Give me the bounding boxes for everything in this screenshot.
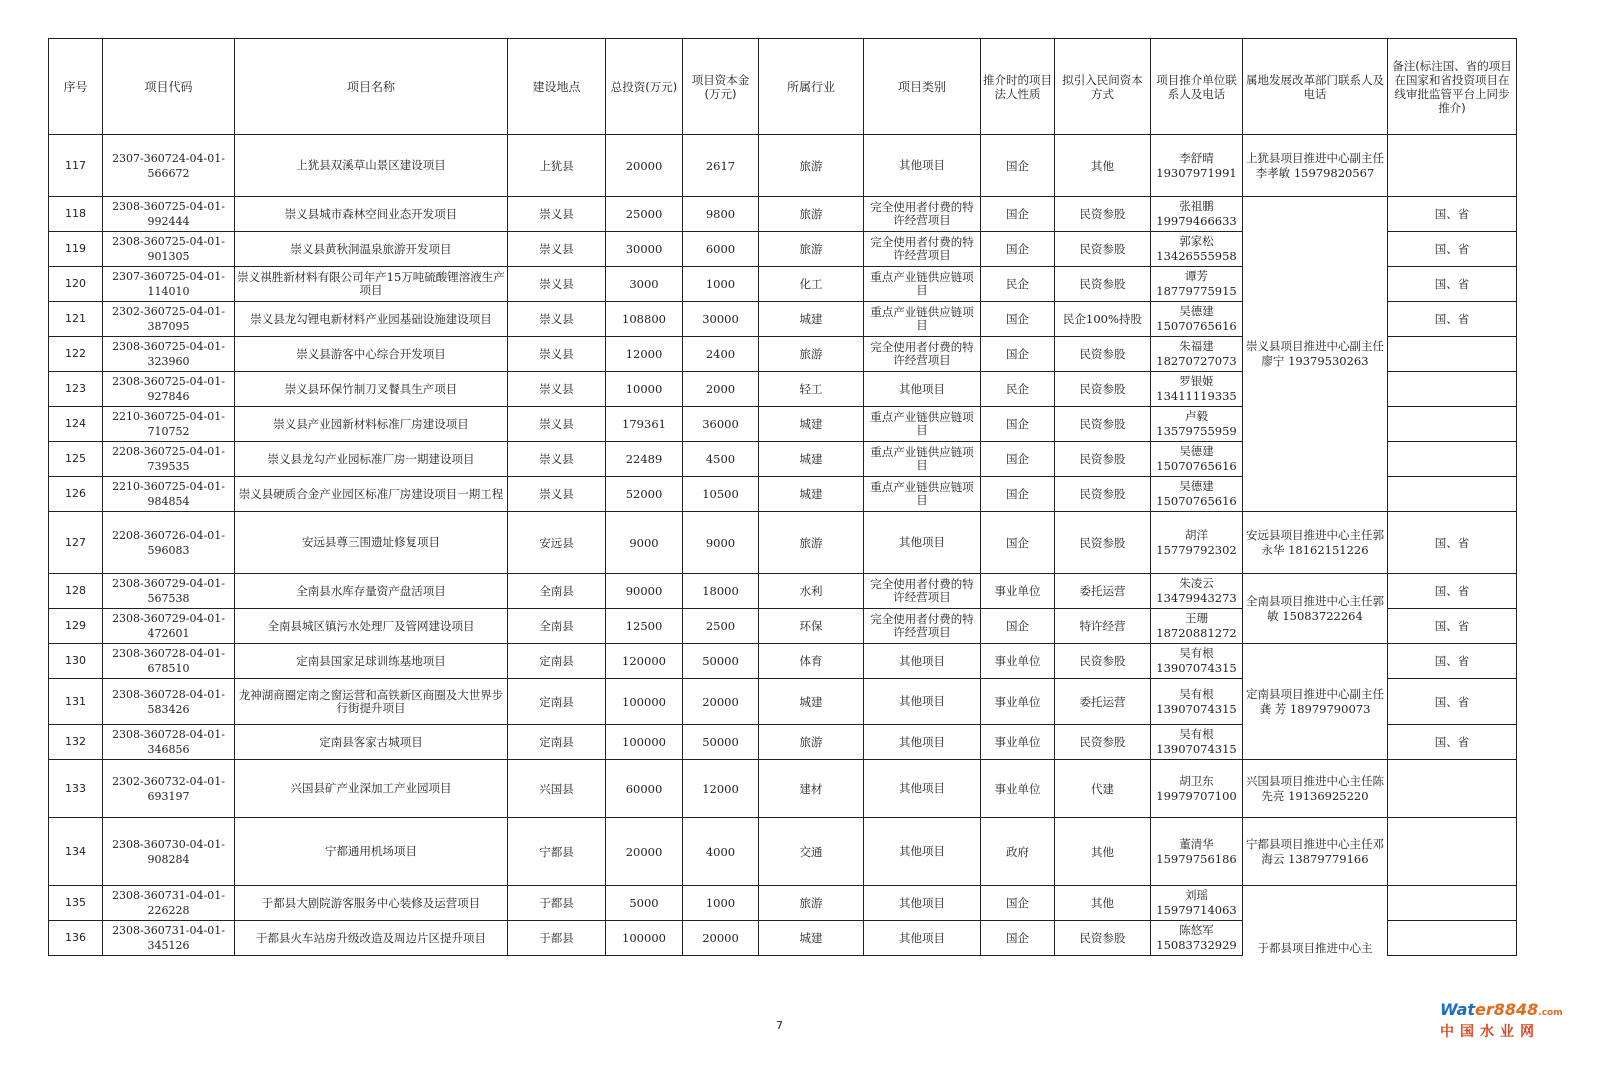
- cell-project-category: 重点产业链供应链项目: [864, 407, 981, 442]
- header-capital-mode: 拟引入民间资本方式: [1055, 39, 1151, 135]
- cell-project-code: 2308-360728-04-01-583426: [103, 679, 235, 725]
- cell-project-category: 重点产业链供应链项目: [864, 302, 981, 337]
- cell-capital-mode: 民资参股: [1055, 442, 1151, 477]
- cell-location: 全南县: [508, 609, 606, 644]
- cell-contact: 罗银姬 13411119335: [1151, 372, 1243, 407]
- cell-remark: [1388, 135, 1517, 197]
- cell-project-code: 2210-360725-04-01-984854: [103, 477, 235, 512]
- cell-project-category: 其他项目: [864, 679, 981, 725]
- cell-remark: 国、省: [1388, 232, 1517, 267]
- cell-project-category: 重点产业链供应链项目: [864, 442, 981, 477]
- watermark-brand: Water8848.com: [1440, 1000, 1563, 1019]
- cell-total-investment: 100000: [606, 921, 683, 956]
- table-row: [49, 760, 1517, 818]
- cell-project-name: 宁都通用机场项目: [235, 818, 508, 886]
- cell-dept-contact: 兴国县项目推进中心主任陈先亮 19136925220: [1243, 760, 1388, 818]
- header-code: 项目代码: [103, 39, 235, 135]
- table-row: [49, 574, 1517, 609]
- header-category: 项目类别: [864, 39, 981, 135]
- cell-row-no: 117: [49, 135, 103, 197]
- cell-project-name: 安远县尊三围遗址修复项目: [235, 512, 508, 574]
- cell-capital: 2617: [683, 135, 759, 197]
- cell-total-investment: 25000: [606, 197, 683, 232]
- cell-industry: 城建: [759, 442, 864, 477]
- cell-remark: 国、省: [1388, 302, 1517, 337]
- cell-contact: 郭家松 13426555958: [1151, 232, 1243, 267]
- cell-contact: 吴德建 15070765616: [1151, 442, 1243, 477]
- cell-row-no: 134: [49, 818, 103, 886]
- header-legal-nature: 推介时的项目法人性质: [981, 39, 1055, 135]
- cell-project-code: 2208-360726-04-01-596083: [103, 512, 235, 574]
- cell-legal-nature: 事业单位: [981, 574, 1055, 609]
- cell-capital-mode: 特许经营: [1055, 609, 1151, 644]
- cell-project-category: 其他项目: [864, 921, 981, 956]
- cell-legal-nature: 国企: [981, 135, 1055, 197]
- cell-capital: 6000: [683, 232, 759, 267]
- cell-location: 定南县: [508, 679, 606, 725]
- cell-capital-mode: 民资参股: [1055, 644, 1151, 679]
- cell-project-category: 其他项目: [864, 135, 981, 197]
- cell-contact: 卢毅 13579755959: [1151, 407, 1243, 442]
- cell-capital: 2000: [683, 372, 759, 407]
- cell-row-no: 136: [49, 921, 103, 956]
- cell-capital-mode: 民资参股: [1055, 337, 1151, 372]
- cell-location: 宁都县: [508, 818, 606, 886]
- cell-dept-contact: 上犹县项目推进中心副主任李孝敏 15979820567: [1243, 135, 1388, 197]
- watermark-cn: 中国水业网: [1440, 1024, 1540, 1040]
- table-row: [49, 818, 1517, 886]
- cell-capital: 4000: [683, 818, 759, 886]
- cell-project-code: 2308-360728-04-01-346856: [103, 725, 235, 760]
- cell-dept-contact: 于都县项目推进中心主: [1243, 886, 1388, 956]
- cell-legal-nature: 国企: [981, 302, 1055, 337]
- cell-row-no: 122: [49, 337, 103, 372]
- cell-location: 全南县: [508, 574, 606, 609]
- cell-remark: 国、省: [1388, 574, 1517, 609]
- cell-row-no: 123: [49, 372, 103, 407]
- cell-industry: 城建: [759, 407, 864, 442]
- cell-dept-contact: 宁都县项目推进中心主任邓海云 13879779166: [1243, 818, 1388, 886]
- cell-contact: 胡卫东 19979707100: [1151, 760, 1243, 818]
- cell-capital-mode: 民资参股: [1055, 407, 1151, 442]
- cell-project-code: 2210-360725-04-01-710752: [103, 407, 235, 442]
- cell-capital: 9000: [683, 512, 759, 574]
- cell-capital-mode: 民资参股: [1055, 921, 1151, 956]
- cell-capital: 20000: [683, 921, 759, 956]
- cell-total-investment: 20000: [606, 818, 683, 886]
- cell-project-category: 完全使用者付费的特许经营项目: [864, 337, 981, 372]
- cell-project-name: 崇义祺胜新材料有限公司年产15万吨硫酸锂溶液生产项目: [235, 267, 508, 302]
- cell-row-no: 127: [49, 512, 103, 574]
- cell-legal-nature: 国企: [981, 407, 1055, 442]
- cell-legal-nature: 国企: [981, 232, 1055, 267]
- cell-project-name: 崇义县产业园新材料标准厂房建设项目: [235, 407, 508, 442]
- cell-capital: 20000: [683, 679, 759, 725]
- cell-capital-mode: 委托运营: [1055, 679, 1151, 725]
- cell-capital-mode: 民资参股: [1055, 372, 1151, 407]
- cell-capital-mode: 民资参股: [1055, 232, 1151, 267]
- cell-total-investment: 20000: [606, 135, 683, 197]
- cell-dept-contact: 崇义县项目推进中心副主任廖宁 19379530263: [1243, 197, 1388, 512]
- cell-total-investment: 100000: [606, 725, 683, 760]
- cell-location: 崇义县: [508, 337, 606, 372]
- cell-total-investment: 9000: [606, 512, 683, 574]
- cell-remark: [1388, 337, 1517, 372]
- cell-legal-nature: 事业单位: [981, 644, 1055, 679]
- cell-location: 崇义县: [508, 232, 606, 267]
- cell-row-no: 135: [49, 886, 103, 921]
- cell-project-name: 定南县客家古城项目: [235, 725, 508, 760]
- cell-legal-nature: 国企: [981, 886, 1055, 921]
- cell-industry: 城建: [759, 477, 864, 512]
- cell-project-category: 完全使用者付费的特许经营项目: [864, 609, 981, 644]
- cell-project-category: 重点产业链供应链项目: [864, 267, 981, 302]
- cell-remark: 国、省: [1388, 267, 1517, 302]
- cell-project-code: 2308-360725-04-01-927846: [103, 372, 235, 407]
- cell-project-name: 于都县大剧院游客服务中心装修及运营项目: [235, 886, 508, 921]
- cell-project-category: 其他项目: [864, 760, 981, 818]
- cell-total-investment: 52000: [606, 477, 683, 512]
- cell-legal-nature: 国企: [981, 442, 1055, 477]
- cell-legal-nature: 国企: [981, 512, 1055, 574]
- cell-capital-mode: 民资参股: [1055, 197, 1151, 232]
- cell-project-code: 2308-360729-04-01-567538: [103, 574, 235, 609]
- cell-project-code: 2302-360732-04-01-693197: [103, 760, 235, 818]
- cell-industry: 轻工: [759, 372, 864, 407]
- cell-project-category: 其他项目: [864, 644, 981, 679]
- cell-row-no: 120: [49, 267, 103, 302]
- header-remark: 备注(标注国、省的项目在国家和省投资项目在线审批监管平台上同步推介): [1388, 39, 1517, 135]
- cell-total-investment: 12500: [606, 609, 683, 644]
- header-capital: 项目资本金(万元): [683, 39, 759, 135]
- cell-project-name: 崇义县环保竹制刀叉餐具生产项目: [235, 372, 508, 407]
- cell-project-name: 崇义县龙勾产业园标准厂房一期建设项目: [235, 442, 508, 477]
- cell-total-investment: 179361: [606, 407, 683, 442]
- cell-project-code: 2308-360729-04-01-472601: [103, 609, 235, 644]
- cell-industry: 城建: [759, 921, 864, 956]
- cell-project-code: 2308-360731-04-01-226228: [103, 886, 235, 921]
- cell-industry: 体育: [759, 644, 864, 679]
- cell-capital: 9800: [683, 197, 759, 232]
- cell-total-investment: 12000: [606, 337, 683, 372]
- cell-contact: 董清华 15979756186: [1151, 818, 1243, 886]
- cell-location: 崇义县: [508, 302, 606, 337]
- cell-project-code: 2208-360725-04-01-739535: [103, 442, 235, 477]
- cell-location: 兴国县: [508, 760, 606, 818]
- cell-capital-mode: 民企100%持股: [1055, 302, 1151, 337]
- cell-project-category: 完全使用者付费的特许经营项目: [864, 574, 981, 609]
- cell-legal-nature: 国企: [981, 337, 1055, 372]
- cell-contact: 朱福建 18270727073: [1151, 337, 1243, 372]
- cell-capital: 2500: [683, 609, 759, 644]
- project-table: [48, 38, 1517, 956]
- cell-industry: 旅游: [759, 512, 864, 574]
- cell-industry: 城建: [759, 679, 864, 725]
- cell-industry: 水利: [759, 574, 864, 609]
- cell-industry: 旅游: [759, 725, 864, 760]
- cell-contact: 吴有根 13907074315: [1151, 679, 1243, 725]
- cell-project-name: 兴国县矿产业深加工产业园项目: [235, 760, 508, 818]
- cell-project-name: 崇义县硬质合金产业园区标准厂房建设项目一期工程: [235, 477, 508, 512]
- cell-location: 于都县: [508, 886, 606, 921]
- cell-capital: 50000: [683, 725, 759, 760]
- cell-total-investment: 22489: [606, 442, 683, 477]
- cell-total-investment: 10000: [606, 372, 683, 407]
- site-watermark: [1440, 1001, 1564, 1041]
- cell-capital-mode: 代建: [1055, 760, 1151, 818]
- cell-capital-mode: 其他: [1055, 135, 1151, 197]
- header-location: 建设地点: [508, 39, 606, 135]
- cell-industry: 交通: [759, 818, 864, 886]
- cell-row-no: 125: [49, 442, 103, 477]
- cell-total-investment: 60000: [606, 760, 683, 818]
- cell-project-code: 2302-360725-04-01-387095: [103, 302, 235, 337]
- cell-dept-contact: 全南县项目推进中心主任郭敏 15083722264: [1243, 574, 1388, 644]
- cell-legal-nature: 事业单位: [981, 760, 1055, 818]
- header-dept-contact: 属地发展改革部门联系人及电话: [1243, 39, 1388, 135]
- cell-project-name: 上犹县双溪草山景区建设项目: [235, 135, 508, 197]
- cell-legal-nature: 事业单位: [981, 725, 1055, 760]
- cell-capital-mode: 民资参股: [1055, 477, 1151, 512]
- cell-industry: 旅游: [759, 886, 864, 921]
- cell-legal-nature: 国企: [981, 609, 1055, 644]
- cell-project-code: 2308-360725-04-01-992444: [103, 197, 235, 232]
- cell-project-name: 龙神湖商圈定南之窗运营和高铁新区商圈及大世界步行街提升项目: [235, 679, 508, 725]
- cell-location: 崇义县: [508, 197, 606, 232]
- cell-capital: 1000: [683, 267, 759, 302]
- cell-dept-contact: 安远县项目推进中心主任郭永华 18162151226: [1243, 512, 1388, 574]
- cell-row-no: 118: [49, 197, 103, 232]
- cell-project-code: 2308-360725-04-01-901305: [103, 232, 235, 267]
- table-row: [49, 512, 1517, 574]
- cell-project-name: 崇义县黄秋洞温泉旅游开发项目: [235, 232, 508, 267]
- cell-remark: [1388, 372, 1517, 407]
- cell-remark: [1388, 442, 1517, 477]
- cell-remark: [1388, 818, 1517, 886]
- cell-row-no: 128: [49, 574, 103, 609]
- cell-legal-nature: 国企: [981, 921, 1055, 956]
- cell-total-investment: 90000: [606, 574, 683, 609]
- cell-legal-nature: 国企: [981, 477, 1055, 512]
- header-name: 项目名称: [235, 39, 508, 135]
- cell-capital: 12000: [683, 760, 759, 818]
- cell-project-category: 其他项目: [864, 818, 981, 886]
- cell-capital-mode: 民资参股: [1055, 512, 1151, 574]
- cell-capital-mode: 其他: [1055, 818, 1151, 886]
- cell-contact: 吴德建 15070765616: [1151, 302, 1243, 337]
- cell-project-name: 于都县火车站房升级改造及周边片区提升项目: [235, 921, 508, 956]
- cell-capital-mode: 民资参股: [1055, 725, 1151, 760]
- table-row: [49, 886, 1517, 921]
- cell-project-category: 完全使用者付费的特许经营项目: [864, 197, 981, 232]
- cell-capital: 36000: [683, 407, 759, 442]
- cell-legal-nature: 事业单位: [981, 679, 1055, 725]
- cell-project-name: 全南县城区镇污水处理厂及管网建设项目: [235, 609, 508, 644]
- cell-location: 上犹县: [508, 135, 606, 197]
- cell-total-investment: 5000: [606, 886, 683, 921]
- cell-row-no: 132: [49, 725, 103, 760]
- cell-industry: 旅游: [759, 232, 864, 267]
- cell-industry: 旅游: [759, 135, 864, 197]
- cell-capital: 1000: [683, 886, 759, 921]
- cell-industry: 环保: [759, 609, 864, 644]
- cell-contact: 吴德建 15070765616: [1151, 477, 1243, 512]
- header-row: [49, 39, 1517, 135]
- cell-remark: [1388, 760, 1517, 818]
- header-no: 序号: [49, 39, 103, 135]
- cell-row-no: 133: [49, 760, 103, 818]
- cell-capital: 2400: [683, 337, 759, 372]
- cell-total-investment: 30000: [606, 232, 683, 267]
- header-total-investment: 总投资(万元): [606, 39, 683, 135]
- cell-remark: [1388, 921, 1517, 956]
- cell-project-code: 2307-360725-04-01-114010: [103, 267, 235, 302]
- page-number: 7: [776, 1019, 783, 1032]
- cell-project-name: 定南县国家足球训练基地项目: [235, 644, 508, 679]
- cell-capital-mode: 其他: [1055, 886, 1151, 921]
- cell-capital: 30000: [683, 302, 759, 337]
- header-contact: 项目推介单位联系人及电话: [1151, 39, 1243, 135]
- cell-project-category: 其他项目: [864, 372, 981, 407]
- cell-row-no: 129: [49, 609, 103, 644]
- cell-industry: 旅游: [759, 197, 864, 232]
- cell-location: 崇义县: [508, 442, 606, 477]
- cell-capital: 4500: [683, 442, 759, 477]
- cell-location: 崇义县: [508, 267, 606, 302]
- cell-remark: [1388, 886, 1517, 921]
- cell-remark: [1388, 407, 1517, 442]
- cell-legal-nature: 民企: [981, 267, 1055, 302]
- cell-industry: 城建: [759, 302, 864, 337]
- cell-contact: 吴有根 13907074315: [1151, 725, 1243, 760]
- cell-project-code: 2308-360728-04-01-678510: [103, 644, 235, 679]
- cell-total-investment: 100000: [606, 679, 683, 725]
- cell-contact: 谭芳 18779775915: [1151, 267, 1243, 302]
- cell-capital-mode: 委托运营: [1055, 574, 1151, 609]
- cell-total-investment: 120000: [606, 644, 683, 679]
- cell-contact: 吴有根 13907074315: [1151, 644, 1243, 679]
- cell-remark: 国、省: [1388, 197, 1517, 232]
- table-row: [49, 197, 1517, 232]
- cell-row-no: 121: [49, 302, 103, 337]
- table-row: [49, 135, 1517, 197]
- cell-industry: 建材: [759, 760, 864, 818]
- cell-contact: 刘瑶 15979714063: [1151, 886, 1243, 921]
- cell-contact: 陈悠军 15083732929: [1151, 921, 1243, 956]
- cell-remark: 国、省: [1388, 609, 1517, 644]
- cell-project-code: 2307-360724-04-01-566672: [103, 135, 235, 197]
- cell-remark: 国、省: [1388, 679, 1517, 725]
- cell-industry: 化工: [759, 267, 864, 302]
- cell-location: 崇义县: [508, 372, 606, 407]
- cell-project-category: 其他项目: [864, 725, 981, 760]
- cell-total-investment: 108800: [606, 302, 683, 337]
- cell-remark: 国、省: [1388, 725, 1517, 760]
- cell-capital: 50000: [683, 644, 759, 679]
- cell-total-investment: 3000: [606, 267, 683, 302]
- cell-capital-mode: 民资参股: [1055, 267, 1151, 302]
- cell-capital: 18000: [683, 574, 759, 609]
- cell-location: 安远县: [508, 512, 606, 574]
- cell-project-name: 崇义县游客中心综合开发项目: [235, 337, 508, 372]
- cell-project-code: 2308-360730-04-01-908284: [103, 818, 235, 886]
- cell-project-name: 全南县水库存量资产盘活项目: [235, 574, 508, 609]
- cell-industry: 旅游: [759, 337, 864, 372]
- cell-contact: 李舒晴 19307971991: [1151, 135, 1243, 197]
- cell-location: 崇义县: [508, 477, 606, 512]
- cell-row-no: 126: [49, 477, 103, 512]
- cell-project-name: 崇义县龙勾锂电新材料产业园基础设施建设项目: [235, 302, 508, 337]
- cell-project-code: 2308-360731-04-01-345126: [103, 921, 235, 956]
- cell-location: 定南县: [508, 644, 606, 679]
- table-row: [49, 644, 1517, 679]
- cell-contact: 张祖鹏 19979466633: [1151, 197, 1243, 232]
- cell-row-no: 130: [49, 644, 103, 679]
- cell-legal-nature: 民企: [981, 372, 1055, 407]
- cell-dept-contact: 定南县项目推进中心副主任龚 芳 18979790073: [1243, 644, 1388, 760]
- cell-location: 于都县: [508, 921, 606, 956]
- header-industry: 所属行业: [759, 39, 864, 135]
- cell-location: 定南县: [508, 725, 606, 760]
- cell-project-category: 完全使用者付费的特许经营项目: [864, 232, 981, 267]
- cell-remark: 国、省: [1388, 644, 1517, 679]
- cell-project-code: 2308-360725-04-01-323960: [103, 337, 235, 372]
- cell-location: 崇义县: [508, 407, 606, 442]
- cell-row-no: 119: [49, 232, 103, 267]
- cell-capital: 10500: [683, 477, 759, 512]
- cell-project-name: 崇义县城市森林空间业态开发项目: [235, 197, 508, 232]
- cell-legal-nature: 国企: [981, 197, 1055, 232]
- cell-row-no: 124: [49, 407, 103, 442]
- cell-remark: [1388, 477, 1517, 512]
- cell-remark: 国、省: [1388, 512, 1517, 574]
- cell-contact: 朱凌云 13479943273: [1151, 574, 1243, 609]
- cell-contact: 胡洋 15779792302: [1151, 512, 1243, 574]
- cell-project-category: 重点产业链供应链项目: [864, 477, 981, 512]
- cell-legal-nature: 政府: [981, 818, 1055, 886]
- cell-project-category: 其他项目: [864, 512, 981, 574]
- cell-contact: 王珊 18720881272: [1151, 609, 1243, 644]
- cell-row-no: 131: [49, 679, 103, 725]
- cell-project-category: 其他项目: [864, 886, 981, 921]
